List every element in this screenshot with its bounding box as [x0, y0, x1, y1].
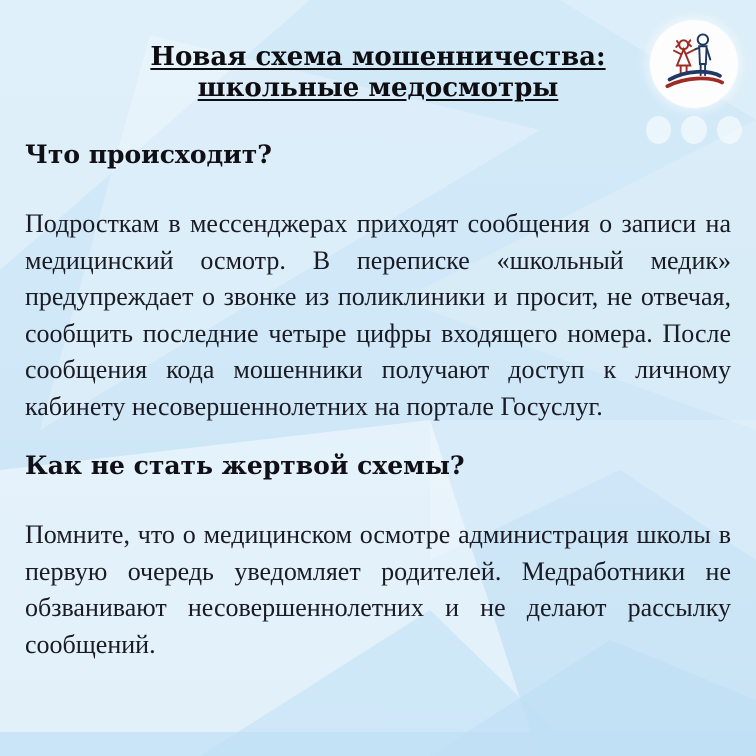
- section-body-how-to-avoid: Помните, что о медицинском осмотре администрация школы в первую очередь уведомляет родителей. Медработники не обзванивают несовершеннолетних и не делают рассылку сообщений.: [25, 520, 731, 659]
- section-heading-what-happens: Что происходит?: [25, 140, 272, 169]
- dot-icon: [646, 116, 671, 144]
- logo: [646, 20, 742, 144]
- title-line-2: школьные медосмотры: [197, 73, 559, 103]
- section-body-what-happens: Подросткам в мессенджерах приходят сообщения о записи на медицинский осмотр. В переписке «школьный медик» предупреждает о звонке из поликлиники и просит, не отвечая, сообщить последние четыре цифры входящего номера. После сообщения кода мошенники получают доступ к личному кабинету несовершеннолетних на портале Госуслуг.: [25, 209, 731, 421]
- title-line-1: Новая схема мошенничества:: [150, 42, 606, 72]
- decorative-dots: [646, 116, 742, 144]
- section-heading-how-to-avoid: Как не стать жертвой схемы?: [25, 451, 465, 480]
- dot-icon: [717, 116, 742, 144]
- dot-icon: [681, 116, 706, 144]
- children-ombudsman-logo-icon: [650, 20, 738, 108]
- poster-content: [0, 42, 756, 663]
- page-title: [25, 42, 731, 104]
